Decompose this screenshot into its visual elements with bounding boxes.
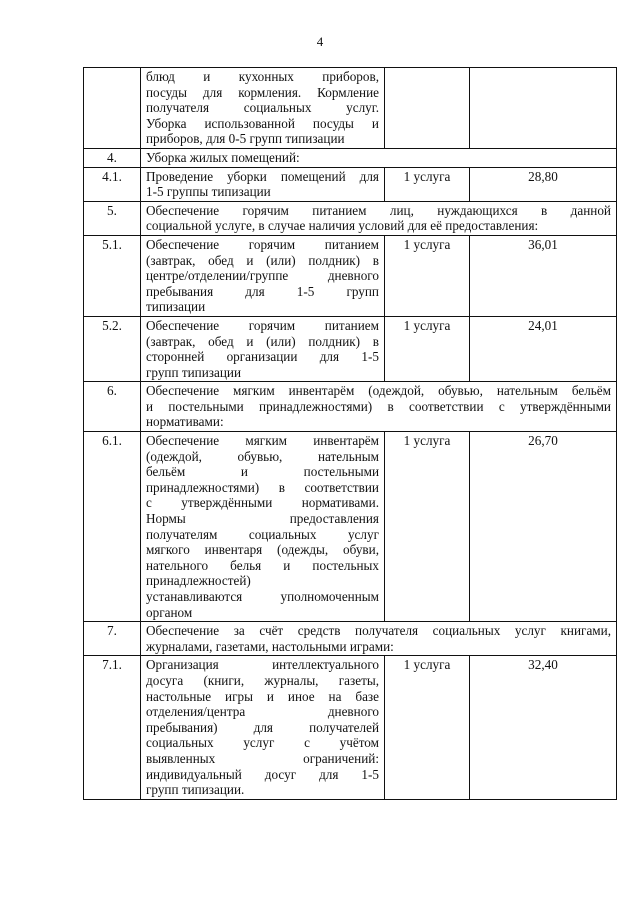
- text-line: групп типизации: [146, 364, 242, 380]
- text-line: Обеспечение мягким инвентарём (одеждой, обувью, нательным бельём: [146, 383, 611, 399]
- text-line: принадлежностей): [146, 573, 251, 589]
- row-number: 5.1.: [84, 235, 141, 316]
- text-line: Нормы предоставления: [146, 511, 379, 527]
- text-line: приборов, для 0-5 групп типизации: [146, 131, 345, 147]
- row-number: 7.: [84, 622, 141, 656]
- text-line: посуды для кормления. Кормление: [146, 84, 379, 100]
- table-row: [84, 68, 617, 149]
- price-cell: 24,01: [470, 316, 617, 381]
- text-line: нормативами:: [146, 414, 224, 430]
- text-line: получателя социальных услуг.: [146, 100, 379, 116]
- table-row: [84, 235, 617, 316]
- row-number: [84, 68, 141, 149]
- text-line: отделения/центра дневного: [146, 704, 379, 720]
- page-number: 4: [316, 34, 324, 49]
- text-line: Обеспечение за счёт средств получателя социальных услуг книгами,: [146, 623, 611, 639]
- text-line: журналами, газетами, настольными играми:: [146, 638, 394, 654]
- service-name: [141, 235, 385, 316]
- text-line: социальной услуге, в случае наличия условий для её предоставления:: [146, 218, 539, 234]
- text-line: 1-5 группы типизации: [146, 184, 271, 200]
- text-line: пребывания) для получателей: [146, 719, 379, 735]
- text-line: Уборка использованной посуды и: [146, 115, 379, 131]
- section-row: [84, 148, 617, 167]
- price-cell: 28,80: [470, 167, 617, 201]
- services-table: [83, 67, 617, 800]
- section-title: [141, 201, 617, 235]
- row-number: 6.1.: [84, 432, 141, 622]
- section-row: [84, 382, 617, 432]
- text-line: Проведение уборки помещений для: [146, 168, 379, 184]
- row-number: 6.: [84, 382, 141, 432]
- text-line: пребывания для 1-5 групп: [146, 283, 379, 299]
- table-row: [84, 432, 617, 622]
- price-cell: 36,01: [470, 235, 617, 316]
- table-row: [84, 656, 617, 799]
- text-line: социальных услуг с учётом: [146, 735, 379, 751]
- table-row: [84, 316, 617, 381]
- text-line: Уборка жилых помещений:: [146, 149, 300, 165]
- service-name: [141, 167, 385, 201]
- text-line: с утверждёнными нормативами.: [146, 495, 379, 511]
- service-name: [141, 432, 385, 622]
- text-line: (одеждой, обувью, нательным: [146, 448, 379, 464]
- section-title: [141, 622, 617, 656]
- unit-cell: 1 услуга: [385, 432, 470, 622]
- text-line: Обеспечение мягким инвентарём: [146, 433, 379, 449]
- text-line: (завтрак, обед и (или) полдник) в: [146, 252, 379, 268]
- text-line: выявленных ограничений:: [146, 750, 379, 766]
- section-row: [84, 622, 617, 656]
- section-title: [141, 148, 617, 167]
- text-line: органом: [146, 604, 193, 620]
- table-row: [84, 167, 617, 201]
- row-number: 5.2.: [84, 316, 141, 381]
- price-cell: 26,70: [470, 432, 617, 622]
- unit-cell: 1 услуга: [385, 656, 470, 799]
- price-cell: 32,40: [470, 656, 617, 799]
- services-table-body: [84, 68, 617, 800]
- unit-cell: 1 услуга: [385, 235, 470, 316]
- text-line: бельём и постельными: [146, 464, 379, 480]
- text-line: Обеспечение горячим питанием лиц, нуждающихся в данной: [146, 202, 611, 218]
- text-line: блюд и кухонных приборов,: [146, 69, 379, 84]
- service-name: [141, 656, 385, 799]
- text-line: индивидуальный досуг для 1-5: [146, 766, 379, 782]
- text-line: Обеспечение горячим питанием: [146, 236, 379, 252]
- row-number: 4.1.: [84, 167, 141, 201]
- service-name: [141, 316, 385, 381]
- row-number: 5.: [84, 201, 141, 235]
- text-line: досуга (книги, журналы, газеты,: [146, 672, 379, 688]
- text-line: принадлежностями) в соответствии: [146, 479, 379, 495]
- text-line: Обеспечение горячим питанием: [146, 317, 379, 333]
- text-line: центре/отделении/группе дневного: [146, 268, 379, 284]
- text-line: устанавливаются уполномоченным: [146, 589, 379, 604]
- unit-cell: 1 услуга: [385, 316, 470, 381]
- unit-cell: [385, 68, 470, 149]
- text-line: Организация интеллектуального: [146, 657, 379, 673]
- service-name: [141, 68, 385, 149]
- row-number: 7.1.: [84, 656, 141, 799]
- row-number: 4.: [84, 148, 141, 167]
- text-line: (завтрак, обед и (или) полдник) в: [146, 333, 379, 349]
- text-line: и постельными принадлежностями) в соответствии с утверждёнными: [146, 398, 611, 414]
- price-cell: [470, 68, 617, 149]
- text-line: типизации: [146, 299, 206, 315]
- text-line: получателям социальных услуг: [146, 526, 379, 542]
- unit-cell: 1 услуга: [385, 167, 470, 201]
- section-row: [84, 201, 617, 235]
- section-title: [141, 382, 617, 432]
- text-line: мягкого инвентаря (одежды, обуви,: [146, 542, 379, 558]
- text-line: сторонней организации для 1-5: [146, 349, 379, 365]
- text-line: нательного белья и постельных: [146, 557, 379, 573]
- text-line: групп типизации.: [146, 782, 245, 798]
- text-line: настольные игры и иное на базе: [146, 688, 379, 704]
